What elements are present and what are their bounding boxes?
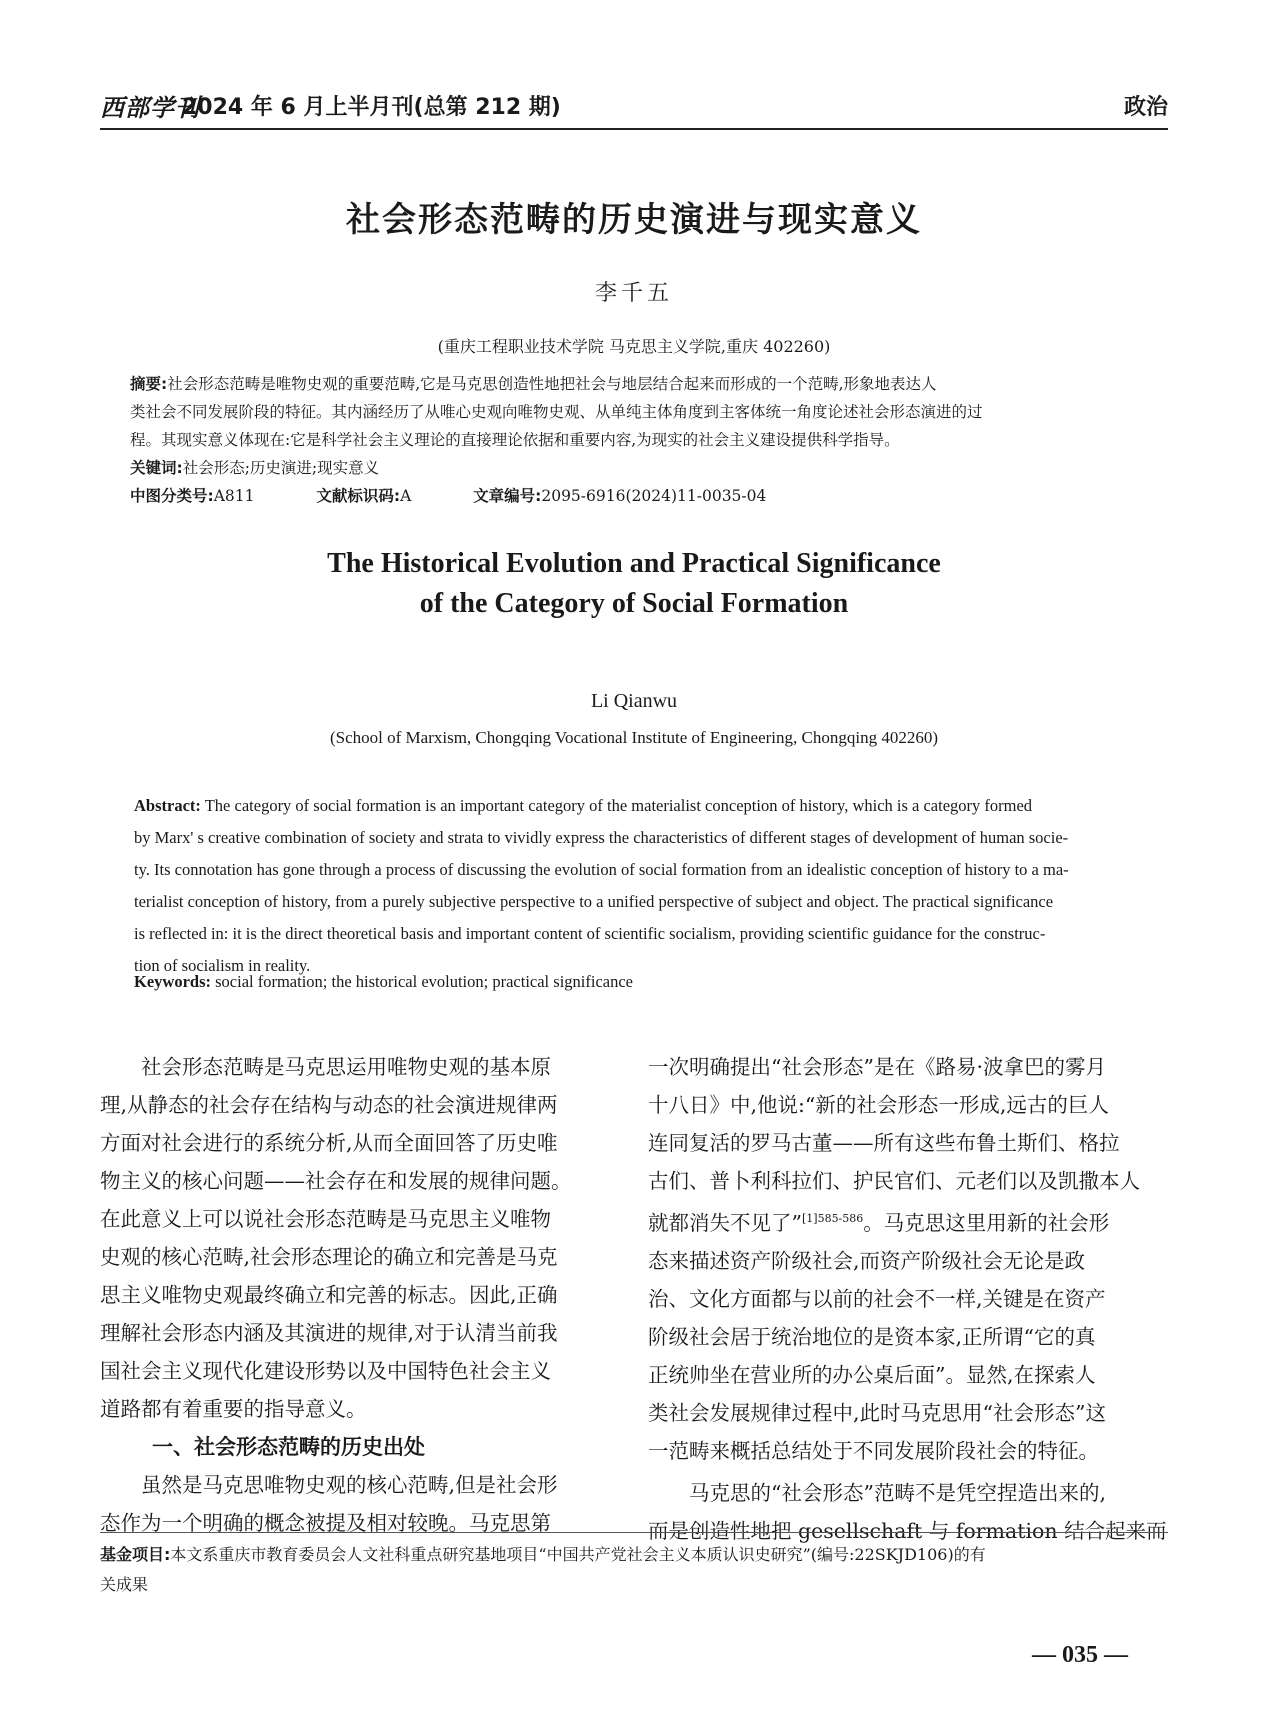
abstract-en-line: The category of social formation is an important category of the materialist conception of history, which is a category formed (200, 796, 1033, 815)
body-line: 一次明确提出“社会形态”是在《路易·波拿巴的雾月 (648, 1055, 1106, 1079)
body-line: 马克思的“社会形态”范畴不是凭空捏造出来的, (689, 1480, 1106, 1505)
body-line: 在此意义上可以说社会形态范畴是马克思主义唯物 (100, 1207, 551, 1231)
page-number: — 035 — (1032, 1642, 1128, 1668)
body-line: 古们、普卜利科拉们、护民官们、元老们以及凯撒本人 (648, 1169, 1140, 1193)
doc-code-value: A (400, 487, 412, 505)
keywords-en-label: Keywords: (134, 972, 211, 991)
abstract-en (134, 790, 1142, 982)
abstract-en-label: Abstract: (134, 796, 201, 815)
body-line: 理解社会形态内涵及其演进的规律,对于认清当前我 (100, 1321, 558, 1345)
body-column-right (648, 1048, 1168, 1550)
body-line: 正统帅坐在营业所的办公桌后面”。显然,在探索人 (648, 1362, 1096, 1387)
body-line: 而是创造性地把 gesellschaft 与 formation 结合起来而 (648, 1518, 1167, 1543)
abstract-en-line: is reflected in: it is the direct theoretical basis and important content of scientific socialism, providing scientific guidance for the construc- (134, 924, 1046, 943)
body-line-part: 就都消失不见了” (648, 1210, 802, 1235)
body-line: 思主义唯物史观最终确立和完善的标志。因此,正确 (100, 1283, 558, 1307)
title-cn: 社会形态范畴的历史演进与现实意义 (346, 200, 922, 240)
doc-code-label: 文献标识码: (316, 487, 401, 505)
citation-ref: [1]585-586 (801, 1212, 864, 1225)
body-line: 物主义的核心问题——社会存在和发展的规律问题。 (100, 1169, 572, 1193)
abstract-cn-label: 摘要: (130, 375, 168, 393)
body-line: 方面对社会进行的系统分析,从而全面回答了历史唯 (100, 1131, 558, 1155)
keywords-en-text: social formation; the historical evolution; practical significance (211, 972, 633, 991)
classification-row (130, 482, 1142, 510)
body-line: 理,从静态的社会存在结构与动态的社会演进规律两 (100, 1093, 558, 1117)
body-line: 类社会发展规律过程中,此时马克思用“社会形态”这 (648, 1400, 1106, 1425)
body-line: 道路都有着重要的指导意义。 (100, 1397, 367, 1421)
article-no-label: 文章编号: (473, 487, 542, 505)
body-line-with-citation (648, 1200, 1168, 1242)
keywords-cn-label: 关键词: (130, 459, 183, 477)
abstract-cn-line: 程。其现实意义体现在:它是科学社会主义理论的直接理论依据和重要内容,为现实的社会主义建设提供科学指导。 (130, 431, 900, 449)
body-line: 态作为一个明确的概念被提及相对较晚。马克思第 (100, 1511, 551, 1535)
section-label: 政治 (1123, 95, 1168, 120)
abstract-en-line: terialist conception of history, from a purely subjective perspective to a unified perspective of subject and object. The practical significance (134, 892, 1054, 911)
body-line: 一范畴来概括总结处于不同发展阶段社会的特征。 (648, 1438, 1099, 1463)
keywords-cn-text: 社会形态;历史演进;现实意义 (182, 459, 380, 477)
body-column-left (100, 1048, 620, 1542)
body-line: 态来描述资产阶级社会,而资产阶级社会无论是政 (648, 1248, 1086, 1273)
footnote-rule (100, 1532, 1168, 1533)
header-rule (100, 128, 1168, 130)
abstract-cn (130, 370, 1142, 510)
body-line: 社会形态范畴是马克思运用唯物史观的基本原 (141, 1055, 551, 1079)
author-en: Li Qianwu (590, 690, 678, 712)
fund-note (100, 1540, 1168, 1600)
body-line: 虽然是马克思唯物史观的核心范畴,但是社会形 (141, 1473, 558, 1497)
abstract-en-line: tion of socialism in reality. (134, 956, 311, 975)
article-no-value: 2095-6916(2024)11-0035-04 (541, 487, 767, 505)
section-heading: 一、社会形态范畴的历史出处 (152, 1435, 425, 1459)
abstract-en-line: ty. Its connotation has gone through a process of discussing the evolution of social formation from an idealistic conception of history to a ma- (134, 860, 1069, 879)
fund-line: 关成果 (100, 1575, 149, 1594)
body-line-part: 。马克思这里用新的社会形 (863, 1210, 1110, 1235)
keywords-en (134, 972, 633, 992)
body-line: 治、文化方面都与以前的社会不一样,关键是在资产 (648, 1286, 1106, 1311)
running-header (100, 88, 1168, 124)
affiliation-cn: (重庆工程职业技术学院 马克思主义学院,重庆 402260) (437, 337, 831, 356)
body-line: 阶级社会居于统治地位的是资本家,正所谓“它的真 (648, 1324, 1096, 1349)
body-line: 连同复活的罗马古董——所有这些布鲁土斯们、格拉 (648, 1131, 1120, 1155)
journal-logo: 西部学刊 (100, 93, 200, 122)
body-line: 国社会主义现代化建设形势以及中国特色社会主义 (100, 1359, 551, 1383)
author-cn: 李千五 (594, 281, 673, 306)
abstract-en-line: by Marx' s creative combination of society and strata to vividly express the characteristics of different stages of development of human socie- (134, 828, 1069, 847)
body-line: 十八日》中,他说:“新的社会形态一形成,远古的巨人 (648, 1093, 1109, 1117)
issue-info: 2024 年 6 月上半月刊(总第 212 期) (182, 95, 561, 120)
title-en-line: The Historical Evolution and Practical Significance (327, 548, 941, 579)
clc-label: 中图分类号: (130, 487, 214, 505)
clc-value: A811 (213, 487, 255, 505)
fund-label: 基金项目: (100, 1545, 171, 1564)
abstract-cn-line: 类社会不同发展阶段的特征。其内涵经历了从唯心史观向唯物史观、从单纯主体角度到主客体统一角度论述社会形态演进的过 (130, 403, 983, 421)
title-en-line: of the Category of Social Formation (419, 588, 849, 619)
body-line: 史观的核心范畴,社会形态理论的确立和完善是马克 (100, 1245, 558, 1269)
fund-line: 本文系重庆市教育委员会人文社科重点研究基地项目“中国共产党社会主义本质认识史研究”(编号:22SKJD106)的有 (170, 1545, 986, 1564)
abstract-cn-line: 社会形态范畴是唯物史观的重要范畴,它是马克思创造性地把社会与地层结合起来而形成的一个范畴,形象地表达人 (167, 375, 937, 393)
affiliation-en: (School of Marxism, Chongqing Vocational Institute of Engineering, Chongqing 402260) (329, 728, 938, 747)
